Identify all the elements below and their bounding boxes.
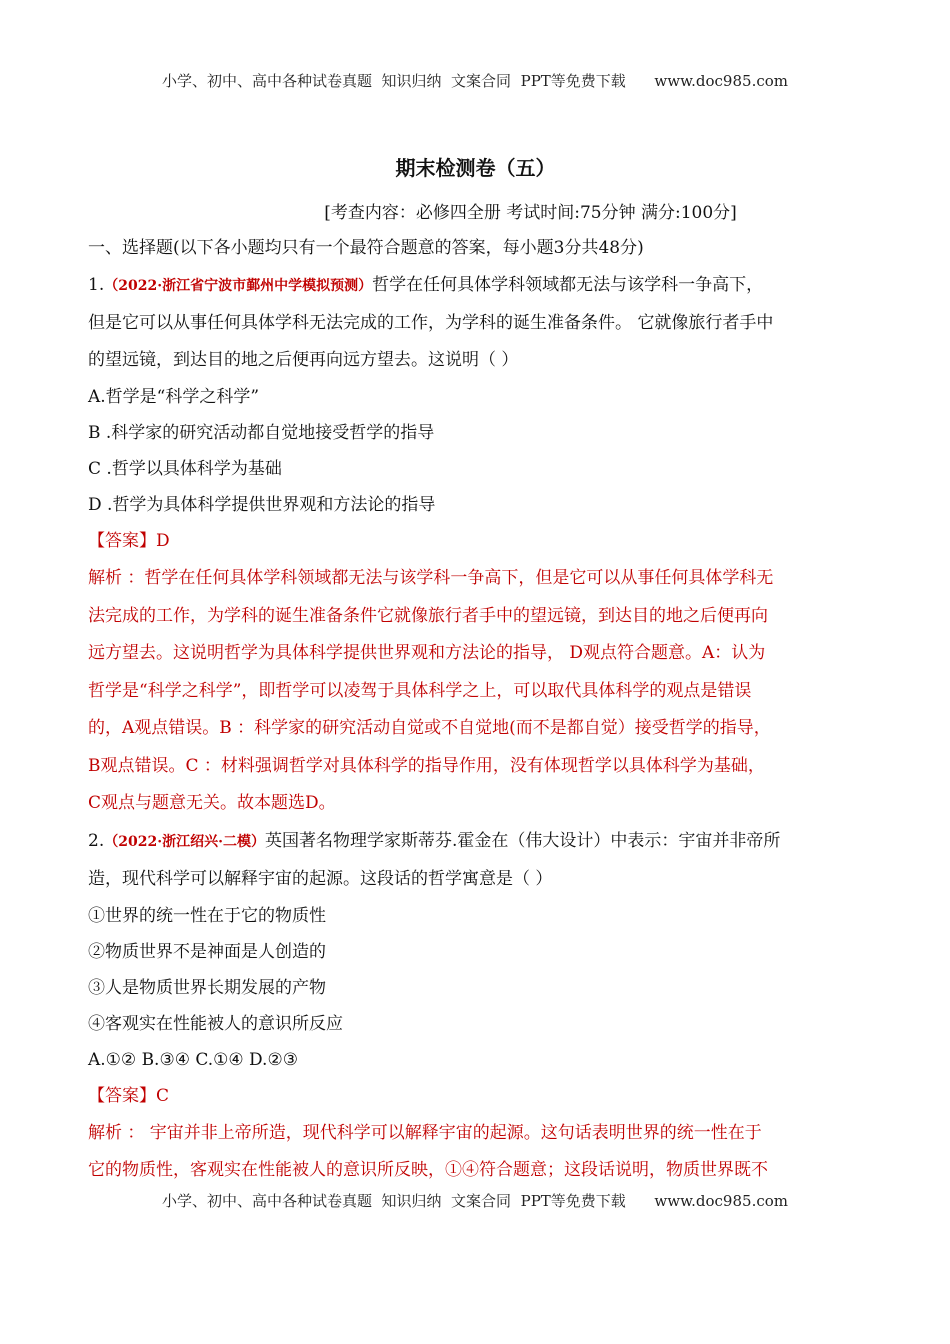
- question-2-choices: A.①② B.③④ C.①④ D.②③: [88, 1049, 298, 1070]
- question-1-stem: [88, 267, 863, 305]
- section-heading: 一、选择题(以下各小题均只有一个最符合题意的答案，每小题3分共48分): [88, 238, 644, 258]
- question-2-item-4: ④客观实在性能被人的意识所反应: [88, 1013, 343, 1034]
- question-2-item-2: ②物质世界不是神面是人创造的: [88, 941, 326, 962]
- question-2-stem: [88, 823, 863, 861]
- question-1-explanation-line: 法完成的工作，为学科的诞生准备条件它就像旅行者手中的望远镜，到达目的地之后便再向: [88, 605, 768, 626]
- question-2-stem-b: 造，现代科学可以解释宇宙的起源。这段话的哲学寓意是（ ）: [88, 868, 553, 889]
- question-1-source: （2022·浙江省宁波市鄞州中学模拟预测）: [104, 278, 373, 294]
- question-1-answer: 【答案】D: [88, 531, 170, 551]
- question-1-option-d: D .哲学为具体科学提供世界观和方法论的指导: [88, 495, 436, 515]
- page-title: 期末检测卷（五）: [395, 156, 556, 180]
- question-1-stem-a: 哲学在任何具体学科领域都无法与该学科一争高下，: [372, 275, 764, 295]
- question-1-explanation-line: 远方望去。这说明哲学为具体科学提供世界观和方法论的指导， D观点符合题意。A：认为: [88, 643, 766, 663]
- question-1-explanation-line: 的，A观点错误。B ：科学家的研究活动自觉或不自觉地(而不是都自觉）接受哲学的指导，: [88, 718, 771, 738]
- question-1-explanation-line: C观点与题意无关。故本题选D。: [88, 793, 336, 813]
- question-1-option-b: B .科学家的研究活动都自觉地接受哲学的指导: [88, 423, 435, 443]
- document-body: [88, 150, 863, 1190]
- page-header: 小学、初中、高中各种试卷真题 知识归纳 文案合同 PPT等免费下载 www.doc985.com: [161, 72, 788, 90]
- question-1-explanation-line: 哲学是“科学之科学”，即哲学可以凌驾于具体科学之上，可以取代具体科学的观点是错误: [88, 680, 752, 701]
- question-2-explanation-line: 解析 ： 宇宙并非上帝所造，现代科学可以解释宇宙的起源。这句话表明世界的统一性在于: [88, 1122, 762, 1143]
- exam-meta: [考查内容：必修四全册 考试时间:75分钟 满分:100分]: [324, 203, 737, 223]
- question-1-stem-b: 但是它可以从事任何具体学科无法完成的工作，为学科的诞生准备条件。 它就像旅行者手中: [88, 313, 774, 333]
- question-1-option-a: A.哲学是“科学之科学”: [88, 387, 260, 407]
- question-1-number: 1.: [88, 275, 105, 295]
- question-2-item-3: ③人是物质世界长期发展的产物: [88, 977, 326, 998]
- question-2-source: （2022·浙江绍兴·二模）: [104, 833, 265, 850]
- question-2-item-1: ①世界的统一性在于它的物质性: [88, 905, 326, 926]
- question-1-option-c: C .哲学以具体科学为基础: [88, 459, 282, 479]
- question-2-stem-a: 英国著名物理学家斯蒂芬.霍金在（伟大设计）中表示：宇宙并非帝所: [264, 830, 781, 851]
- question-2-number: 2.: [88, 830, 105, 851]
- question-2-answer: 【答案】C: [88, 1085, 170, 1106]
- question-1-stem-c: 的望远镜，到达目的地之后便再向远方望去。这说明（ ）: [88, 350, 519, 370]
- question-1-explanation-line: B观点错误。C ：材料强调哲学对具体科学的指导作用，没有体现哲学以具体科学为基础，: [88, 755, 765, 776]
- question-1-explanation-line: 解析 ：哲学在任何具体学科领域都无法与该学科一争高下，但是它可以从事任何具体学科无: [88, 568, 774, 588]
- page-footer: 小学、初中、高中各种试卷真题 知识归纳 文案合同 PPT等免费下载 www.doc985.com: [161, 1192, 788, 1210]
- question-2-explanation-line: 它的物质性，客观实在性能被人的意识所反映，①④符合题意；这段话说明，物质世界既不: [88, 1160, 768, 1180]
